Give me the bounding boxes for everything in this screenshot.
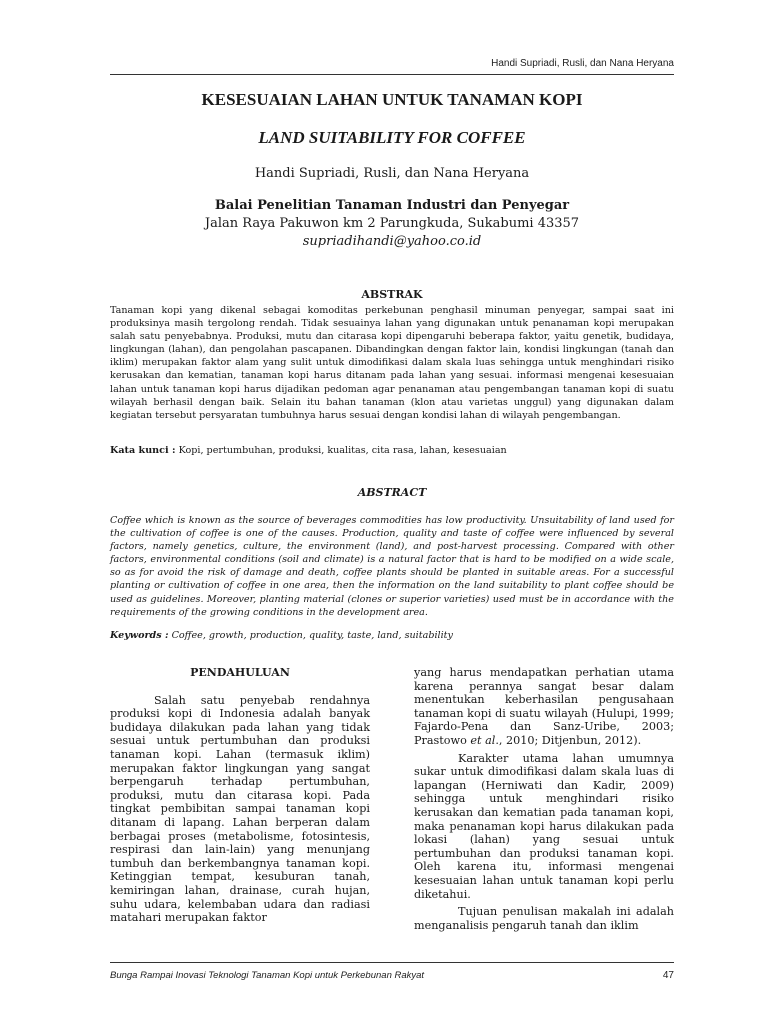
- footer-rule: [110, 962, 674, 963]
- right-column: [414, 666, 674, 932]
- footer-book-title: Bunga Rampai Inovasi Teknologi Tanaman Kopi untuk Perkebunan Rakyat: [110, 970, 425, 981]
- abstrak-keywords-text: Kopi, pertumbuhan, produksi, kualitas, cita rasa, lahan, kesesuaian: [175, 445, 507, 456]
- paper-title: KESESUAIAN LAHAN UNTUK TANAMAN KOPI: [201, 90, 583, 109]
- paper-subtitle: LAND SUITABILITY FOR COFFEE: [258, 128, 526, 147]
- abstrak-heading: ABSTRAK: [361, 288, 423, 301]
- paragraph: Karakter utama lahan umumnya sukar untuk dimodifikasi dalam skala luas di lapangan (Herniwati dan Kadir, 2009) sehingga untuk menghindari risiko kerusakan dan kematian pada tanaman kopi, maka penanaman kopi harus dilakukan pada lokasi (lahan) yang sesuai untuk pertumbuhan dan produksi tanaman kopi. Oleh karena itu, informasi mengenai kesesuaian lahan untuk tanaman kopi perlu diketahui.: [414, 751, 674, 901]
- abstract-keywords: [110, 629, 674, 642]
- paragraph: Tujuan penulisan makalah ini adalah menganalisis pengaruh tanah dan iklim: [414, 905, 674, 932]
- et-al: et al: [470, 733, 496, 747]
- left-column: [110, 666, 370, 925]
- paragraph-text: yang harus mendapatkan perhatian utama karena perannya sangat besar dalam menentukan keberhasilan pengusahaan tanaman kopi di suatu wilayah (Hulupi, 1999; Fajardo-Pena dan Sanz-Uribe, 2003; Prastowo: [414, 666, 674, 747]
- address: Jalan Raya Pakuwon km 2 Parungkuda, Sukabumi 43357: [204, 216, 580, 231]
- paragraph-text: ., 2010; Ditjenbun, 2012).: [495, 733, 642, 747]
- abstrak-body: Tanaman kopi yang dikenal sebagai komoditas perkebunan penghasil minuman penyegar, sampai saat ini produksinya masih tergolong rendah. Tidak sesuainya lahan yang digunakan untuk penanaman kopi merupakan salah satu penyebabnya. Produksi, mutu dan citarasa kopi dipengaruhi beberapa faktor, yaitu genetik, budidaya, lingkungan (lahan), dan pengolahan pascapanen. Dibandingkan dengan faktor lain, kondisi lingkungan (tanah dan iklim) merupakan faktor alam yang sulit untuk dimodifikasi dalam skala luas sehingga untuk menghindari risiko kerusakan dan kematian, tanaman kopi harus ditanam pada lahan yang sesuai. informasi mengenai kesesuaian lahan untuk tanaman kopi harus dijadikan pedoman agar penanaman atau pengembangan tanaman kopi di suatu wilayah berhasil dengan baik. Selain itu bahan tanaman (klon atau varietas unggul) yang digunakan dalam kegiatan tersebut persyaratan tumbuhnya harus sesuai dengan kondisi lahan di wilayah pengembangan.: [110, 305, 674, 421]
- abstract-body: Coffee which is known as the source of beverages commodities has low productivity. Unsuitability of land used for the cultivation of coffee is one of the causes. Production, quality and taste of coffee were influenced by several factors, namely genetics, culture, the environment (land), and post-harvest processing. Compared with other factors, environmental conditions (soil and climate) is a natural factor that is hard to be modified on a wide scale, so as for avoid the risk of damage and death, coffee plants should be planted in suitable areas. For a successful planting or cultivation of coffee in one area, then the information on the land suitability to plant coffee should be used as guidelines. Moreover, planting material (clones or superior varieties) used must be in accordance with the requirements of the growing conditions in the development area.: [110, 515, 674, 618]
- abstract-heading: ABSTRACT: [357, 486, 427, 499]
- abstract-keywords-text: Coffee, growth, production, quality, taste, land, suitability: [168, 630, 453, 641]
- abstract-keywords-label: Keywords :: [110, 630, 169, 641]
- abstrak-keywords-label: Kata kunci :: [110, 445, 176, 456]
- section-heading-pendahuluan: PENDAHULUAN: [190, 666, 290, 679]
- page-number: 47: [662, 970, 674, 981]
- running-header-authors: Handi Supriadi, Rusli, dan Nana Heryana: [491, 58, 674, 69]
- header-rule: [110, 74, 674, 75]
- paragraph: [414, 666, 674, 748]
- paragraph: Salah satu penyebab rendahnya produksi kopi di Indonesia adalah banyak budidaya dilakukan pada lahan yang tidak sesuai untuk pertumbuhan dan produksi tanaman kopi. Lahan (termasuk iklim) merupakan faktor lingkungan yang sangat berpengaruh terhadap pertumbuhan, produksi, mutu dan citarasa kopi. Pada tingkat pembibitan sampai tanaman kopi ditanam di lapang. Lahan berperan dalam berbagai proses (metabolisme, fotosintesis, respirasi dan lain-lain) yang menunjang tumbuh dan berkembangnya tanaman kopi. Ketinggian tempat, kesuburan tanah, kemiringan lahan, drainase, curah hujan, suhu udara, kelembaban udara dan radiasi matahari merupakan faktor: [110, 693, 370, 925]
- author-list: Handi Supriadi, Rusli, dan Nana Heryana: [254, 166, 530, 181]
- abstrak-keywords: [110, 444, 674, 457]
- email: supriadihandi@yahoo.co.id: [302, 234, 482, 249]
- institution: Balai Penelitian Tanaman Industri dan Penyegar: [214, 198, 570, 213]
